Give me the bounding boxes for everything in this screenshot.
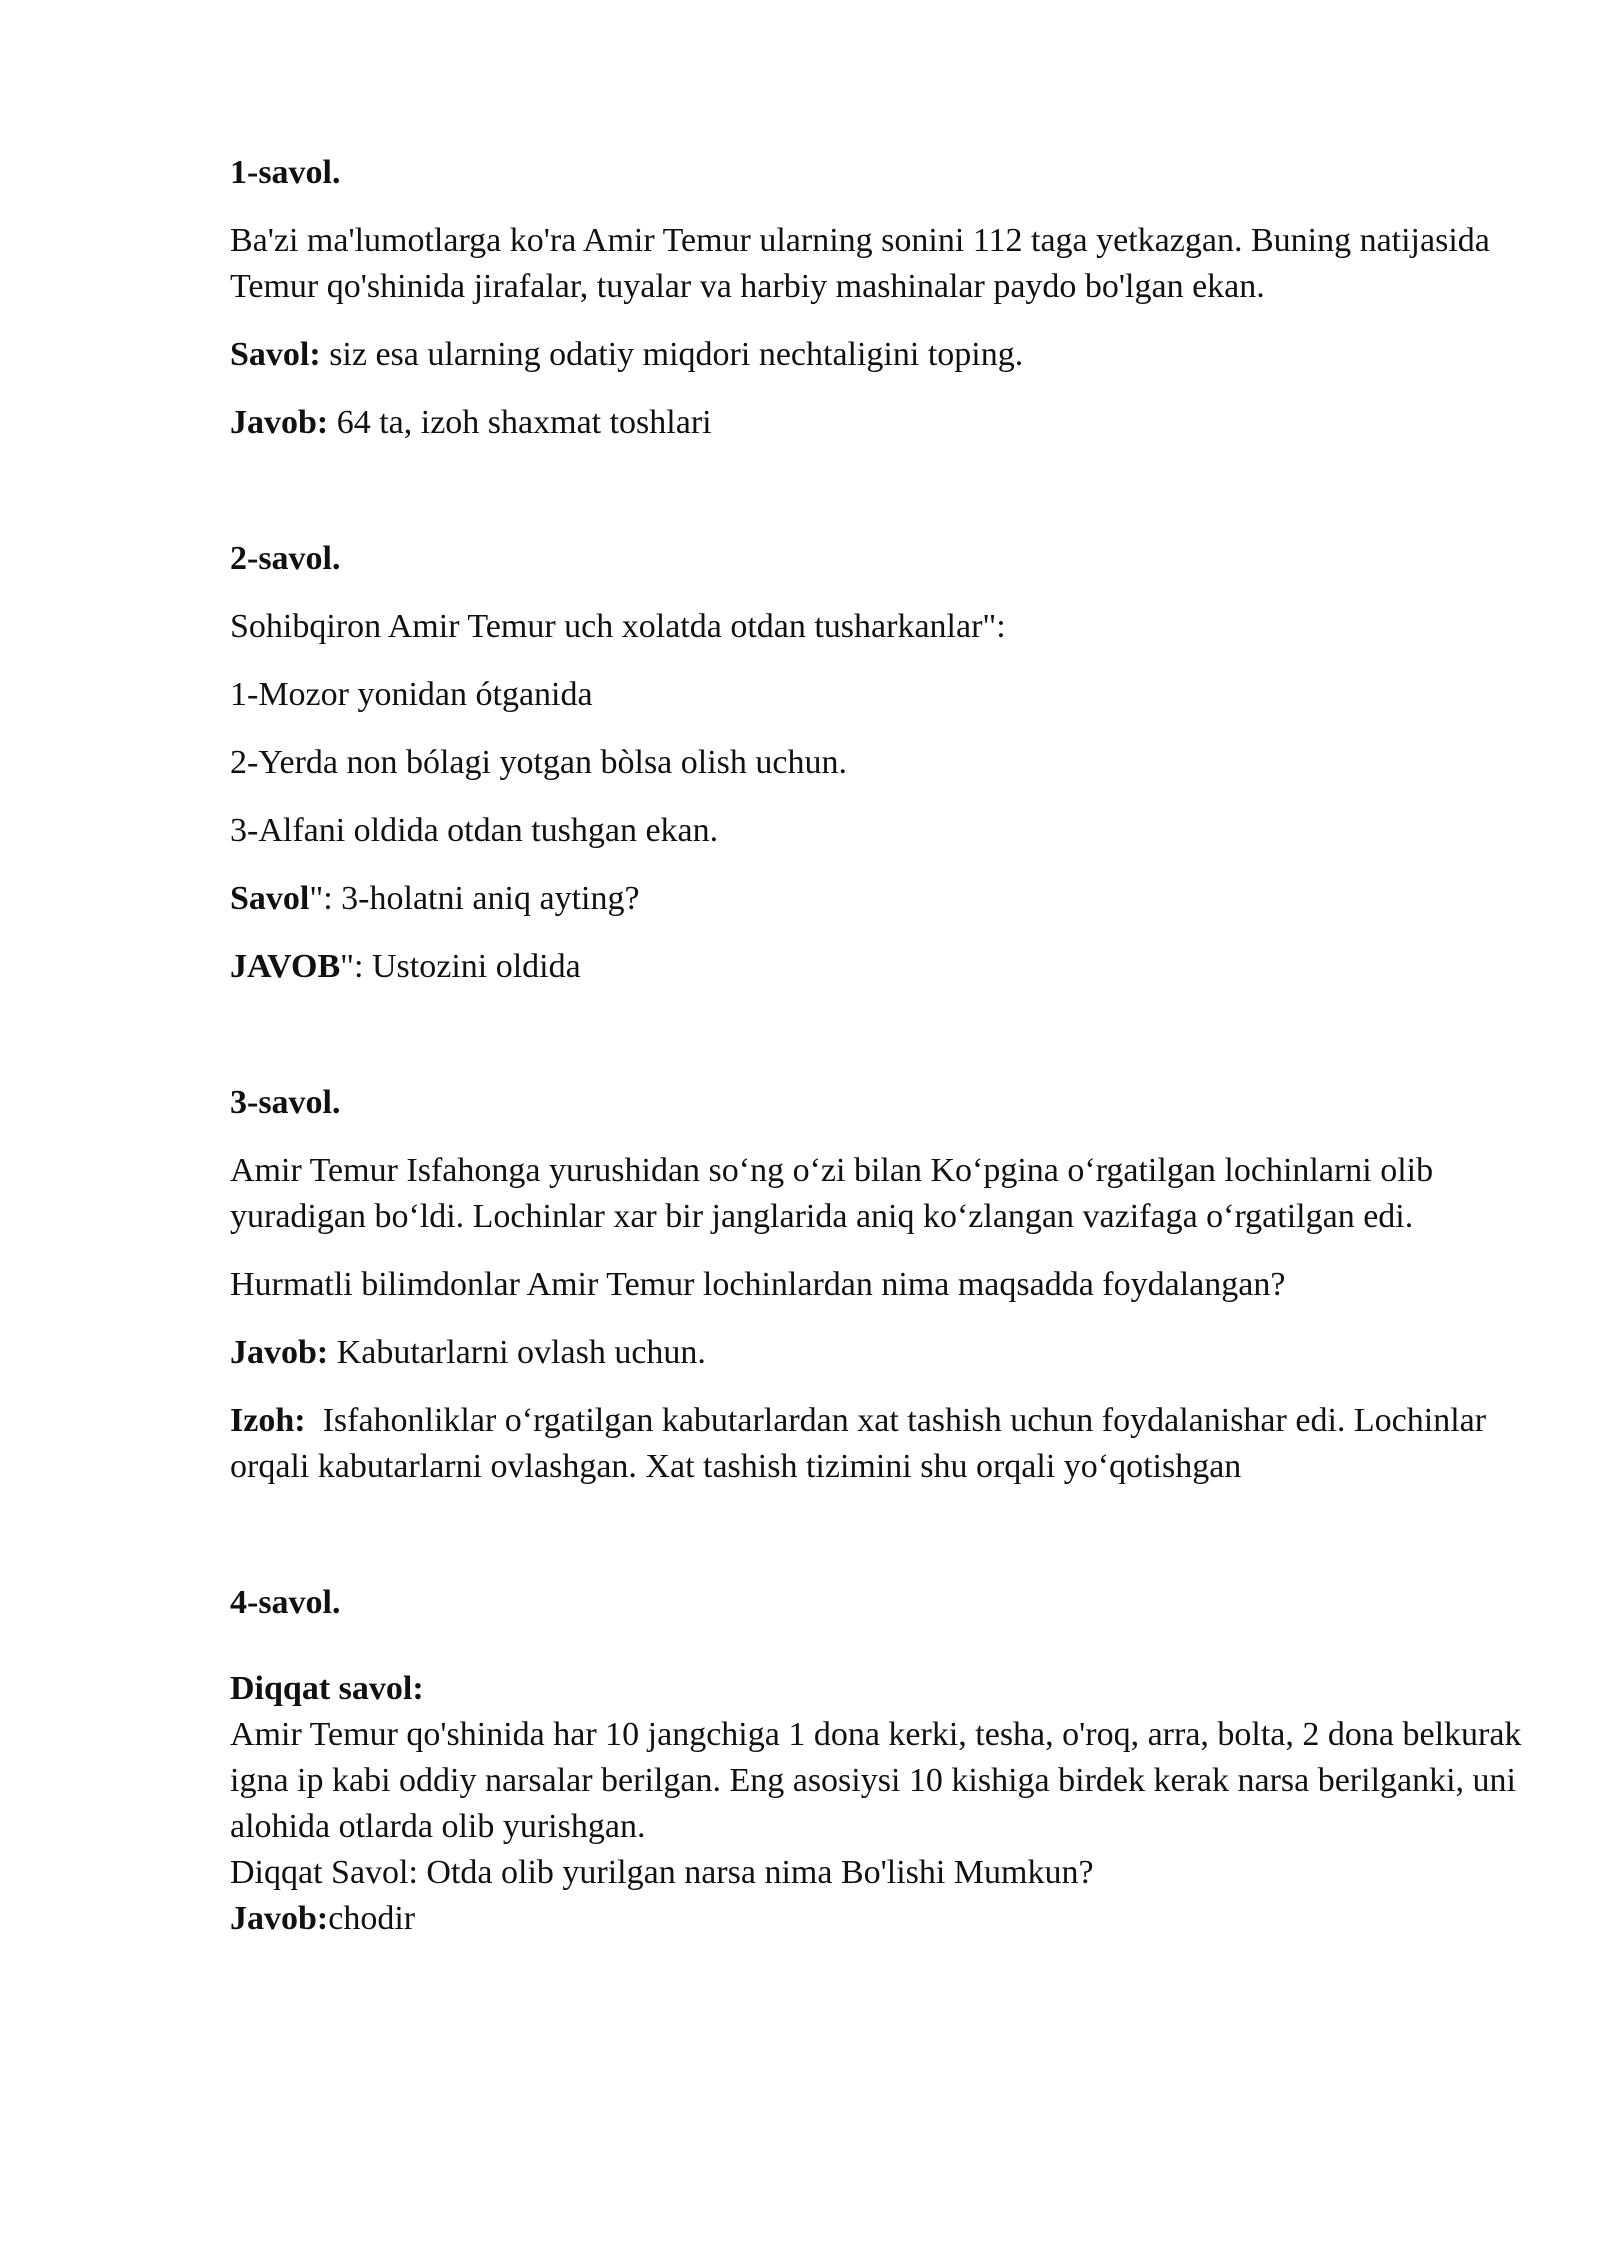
section-spacer <box>230 468 1530 536</box>
question-2-answer <box>230 944 1530 990</box>
question-1-question-label: Savol: <box>230 336 321 373</box>
question-4-question: Diqqat Savol: Otda olib yurilgan narsa nima Bo'lishi Mumkun? <box>230 1854 1094 1891</box>
question-3-note <box>230 1398 1530 1490</box>
question-2-heading: 2-savol. <box>230 540 341 577</box>
question-4-section <box>230 1580 1530 1942</box>
question-3-answer <box>230 1330 1530 1376</box>
question-2-answer-text: ": Ustozini oldida <box>340 948 581 985</box>
question-2-section <box>230 536 1530 990</box>
section-spacer <box>230 1012 1530 1080</box>
question-4-answer-text: chodir <box>328 1900 416 1937</box>
question-2-item: 2-Yerda non bólagi yotgan bòlsa olish uchun. <box>230 744 847 781</box>
question-2-item: 3-Alfani oldida otdan tushgan ekan. <box>230 812 719 849</box>
document-content <box>230 150 1530 1942</box>
question-4-attention-label: Diqqat savol: <box>230 1670 424 1707</box>
question-1-answer-label: Javob: <box>230 404 329 441</box>
question-3-note-text: Isfahonliklar o‘rgatilgan kabutarlardan xat tashish uchun foydalanishar edi. Lochinlar orqali kabutarlarni ovlashgan. Xat tashish tizimini shu orqali yo‘qotishgan <box>230 1402 1495 1485</box>
question-3-answer-label: Javob: <box>230 1334 329 1371</box>
question-4-body <box>230 1666 1530 1942</box>
question-4-answer <box>230 1896 1530 1942</box>
question-4-heading: 4-savol. <box>230 1584 341 1621</box>
question-3-heading: 3-savol. <box>230 1084 341 1121</box>
section-spacer <box>230 1512 1530 1580</box>
question-3-question: Hurmatli bilimdonlar Amir Temur lochinlardan nima maqsadda foydalangan? <box>230 1266 1286 1303</box>
question-1-answer-text: 64 ta, izoh shaxmat toshlari <box>328 404 712 441</box>
question-4-text: Amir Temur qo'shinida har 10 jangchiga 1 dona kerki, tesha, o'roq, arra, bolta, 2 dona belkurak igna ip kabi oddiy narsalar berilgan. Eng asosiysi 10 kishiga birdek kerak narsa berilganki, uni alohida otlarda olib yurishgan. <box>230 1716 1522 1845</box>
question-2-item: 1-Mozor yonidan ótganida <box>230 676 593 713</box>
question-1-question <box>230 332 1530 378</box>
question-2-intro: Sohibqiron Amir Temur uch xolatda otdan tusharkanlar": <box>230 608 1006 645</box>
question-1-section <box>230 150 1530 446</box>
question-1-text: Ba'zi ma'lumotlarga ko'ra Amir Temur ularning sonini 112 taga yetkazgan. Buning natijasida Temur qo'shinida jirafalar, tuyalar va harbiy mashinalar paydo bo'lgan ekan. <box>230 222 1490 305</box>
question-3-section <box>230 1080 1530 1490</box>
question-1-heading: 1-savol. <box>230 154 341 191</box>
question-2-question-label: Savol <box>230 880 310 917</box>
question-3-answer-text: Kabutarlarni ovlash uchun. <box>328 1334 706 1371</box>
question-1-question-text: siz esa ularning odatiy miqdori nechtaligini toping. <box>320 336 1024 373</box>
question-3-note-label: Izoh: <box>230 1402 306 1439</box>
question-3-text: Amir Temur Isfahonga yurushidan so‘ng o‘zi bilan Ko‘pgina o‘rgatilgan lochinlarni olib yuradigan bo‘ldi. Lochinlar xar bir janglarida aniq ko‘zlangan vazifaga o‘rgatilgan edi. <box>230 1152 1434 1235</box>
question-2-answer-label: JAVOB <box>230 948 341 985</box>
question-1-answer <box>230 400 1530 446</box>
question-2-question-text: ": 3-holatni aniq ayting? <box>309 880 640 917</box>
question-2-question <box>230 876 1530 922</box>
question-4-answer-label: Javob: <box>230 1900 329 1937</box>
